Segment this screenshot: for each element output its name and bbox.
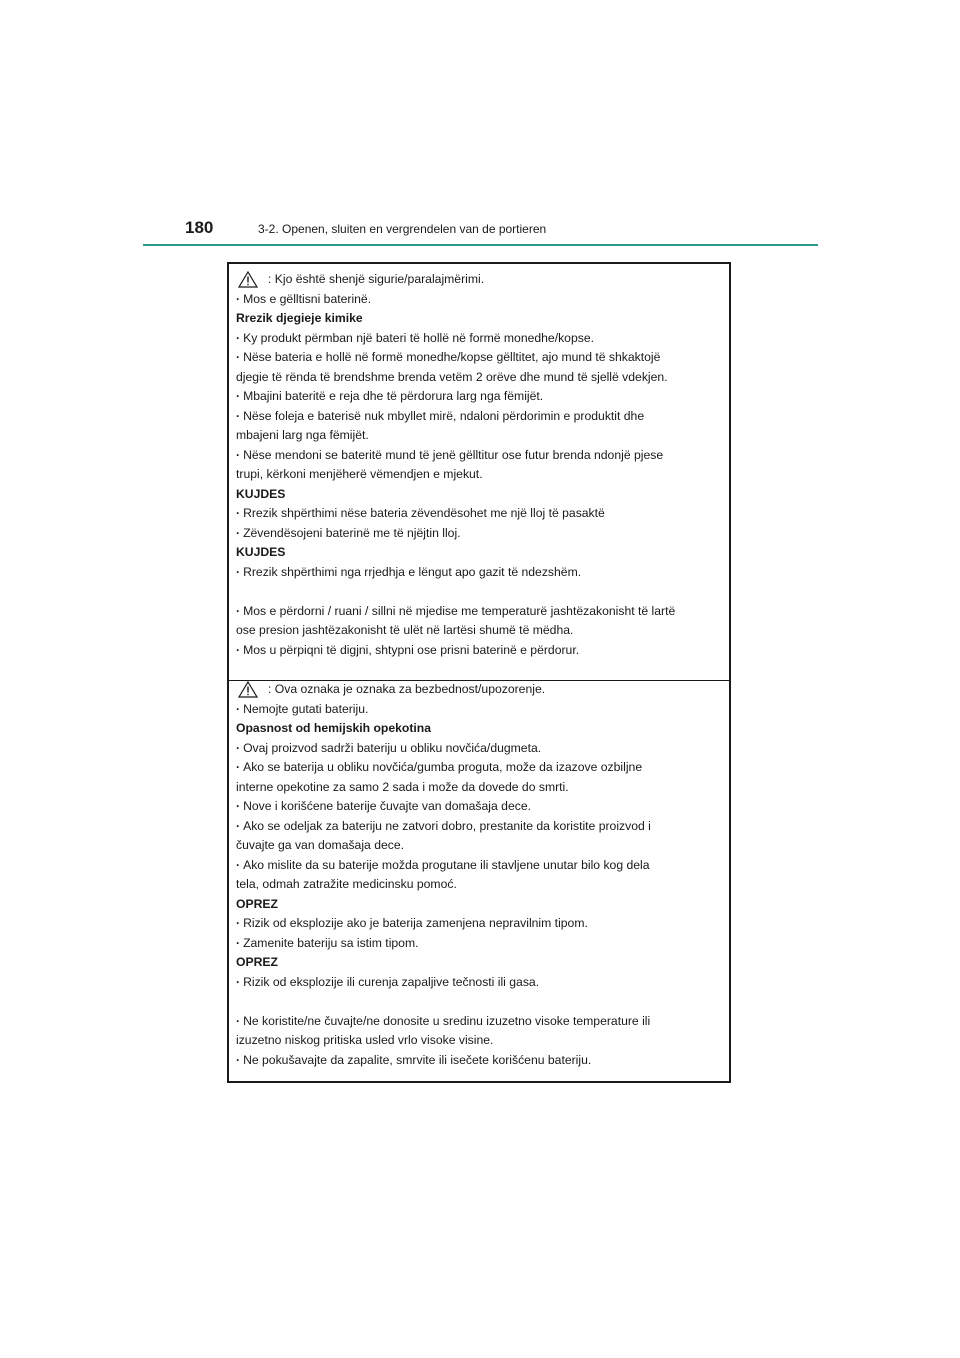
text-line: · Nove i korišćene baterije čuvajte van domašaja dece.	[236, 797, 723, 817]
header-rule	[143, 244, 818, 246]
text-line: izuzetno niskog pritiska usled vrlo visoke visine.	[236, 1033, 494, 1047]
text-line: ose presion jashtëzakonisht të ulët në lartësi shumë të mëdha.	[236, 623, 574, 637]
serbian-lines	[236, 700, 723, 1071]
warning-heading-text: : Kjo është shenjë sigurie/paralajmërimi.	[268, 272, 485, 286]
spacer	[236, 582, 723, 602]
text-line: · Ako se baterija u obliku novčića/gumba proguta, može da izazove ozbiljne	[236, 758, 723, 778]
text-line: · Mos e përdorni / ruani / sillni në mjedise me temperaturë jashtëzakonisht të lartë	[236, 602, 723, 622]
warning-heading	[236, 680, 723, 700]
battery-warning-box	[227, 262, 731, 1083]
warning-triangle-icon	[238, 271, 258, 288]
section-heading: OPREZ	[236, 955, 278, 969]
albanian-lines	[236, 290, 723, 661]
text-line: · Rizik od eksplozije ili curenja zapaljive tečnosti ili gasa.	[236, 973, 723, 993]
text-line: · Ako se odeljak za bateriju ne zatvori dobro, prestanite da koristite proizvod i	[236, 817, 723, 837]
text-line: · Ne pokušavajte da zapalite, smrvite ili isečete korišćenu bateriju.	[236, 1051, 723, 1071]
text-line: trupi, kërkoni menjëherë vëmendjen e mjekut.	[236, 467, 483, 481]
section-heading: OPREZ	[236, 896, 278, 911]
warning-heading	[236, 270, 723, 290]
warning-triangle-icon	[238, 681, 258, 698]
section-title: 3-2. Openen, sluiten en vergrendelen van de portieren	[258, 222, 547, 236]
albanian-warning-panel	[229, 264, 729, 681]
text-line: · Nëse mendoni se bateritë mund të jenë gëlltitur ose futur brenda ndonjë pjese	[236, 446, 723, 466]
text-line: · Ky produkt përmban një bateri të hollë në formë monedhe/kopse.	[236, 329, 723, 349]
text-line: · Rrezik shpërthimi nga rrjedhja e lëngut apo gazit të ndezshëm.	[236, 563, 723, 583]
text-line: · Nëse foleja e baterisë nuk mbyllet mirë, ndaloni përdorimin e produktit dhe	[236, 407, 723, 427]
section-heading: KUJDES	[236, 545, 286, 559]
text-line: · Nemojte gutati bateriju.	[236, 700, 723, 720]
text-line: · Zamenite bateriju sa istim tipom.	[236, 934, 723, 954]
text-line: · Rrezik shpërthimi nëse bateria zëvendësohet me një lloj të pasaktë	[236, 504, 723, 524]
text-line: · Mbajini bateritë e reja dhe të përdorura larg nga fëmijët.	[236, 387, 723, 407]
page-number: 180	[185, 218, 214, 237]
text-line: · Ako mislite da su baterije možda progutane ili stavljene unutar bilo kog dela	[236, 856, 723, 876]
section-heading: KUJDES	[236, 486, 286, 501]
text-line: tela, odmah zatražite medicinsku pomoć.	[236, 877, 457, 891]
text-line: djegie të rënda të brendshme brenda vetëm 2 orëve dhe mund të sjellë vdekjen.	[236, 369, 668, 384]
text-line: mbajeni larg nga fëmijët.	[236, 428, 369, 442]
text-line: · Rizik od eksplozije ako je baterija zamenjena nepravilnim tipom.	[236, 914, 723, 934]
spacer	[236, 992, 723, 1012]
serbian-warning-panel	[229, 674, 729, 1081]
text-line: · Ovaj proizvod sadrži bateriju u obliku novčića/dugmeta.	[236, 739, 723, 759]
section-heading: Opasnost od hemijskih opekotina	[236, 721, 432, 735]
text-line: · Zëvendësojeni baterinë me të njëjtin lloj.	[236, 524, 723, 544]
text-line: · Nëse bateria e hollë në formë monedhe/kopse gëlltitet, ajo mund të shkaktojë	[236, 348, 723, 368]
text-line: · Mos e gëlltisni baterinë.	[236, 290, 723, 310]
text-line: · Ne koristite/ne čuvajte/ne donosite u sredinu izuzetno visoke temperature ili	[236, 1012, 723, 1032]
warning-heading-text: : Ova oznaka je oznaka za bezbednost/upozorenje.	[268, 682, 546, 696]
section-heading: Rrezik djegieje kimike	[236, 311, 363, 325]
text-line: čuvajte ga van domašaja dece.	[236, 838, 405, 852]
text-line: · Mos u përpiqni të digjni, shtypni ose prisni baterinë e përdorur.	[236, 641, 723, 661]
text-line: interne opekotine za samo 2 sada i može da dovede do smrti.	[236, 779, 569, 794]
